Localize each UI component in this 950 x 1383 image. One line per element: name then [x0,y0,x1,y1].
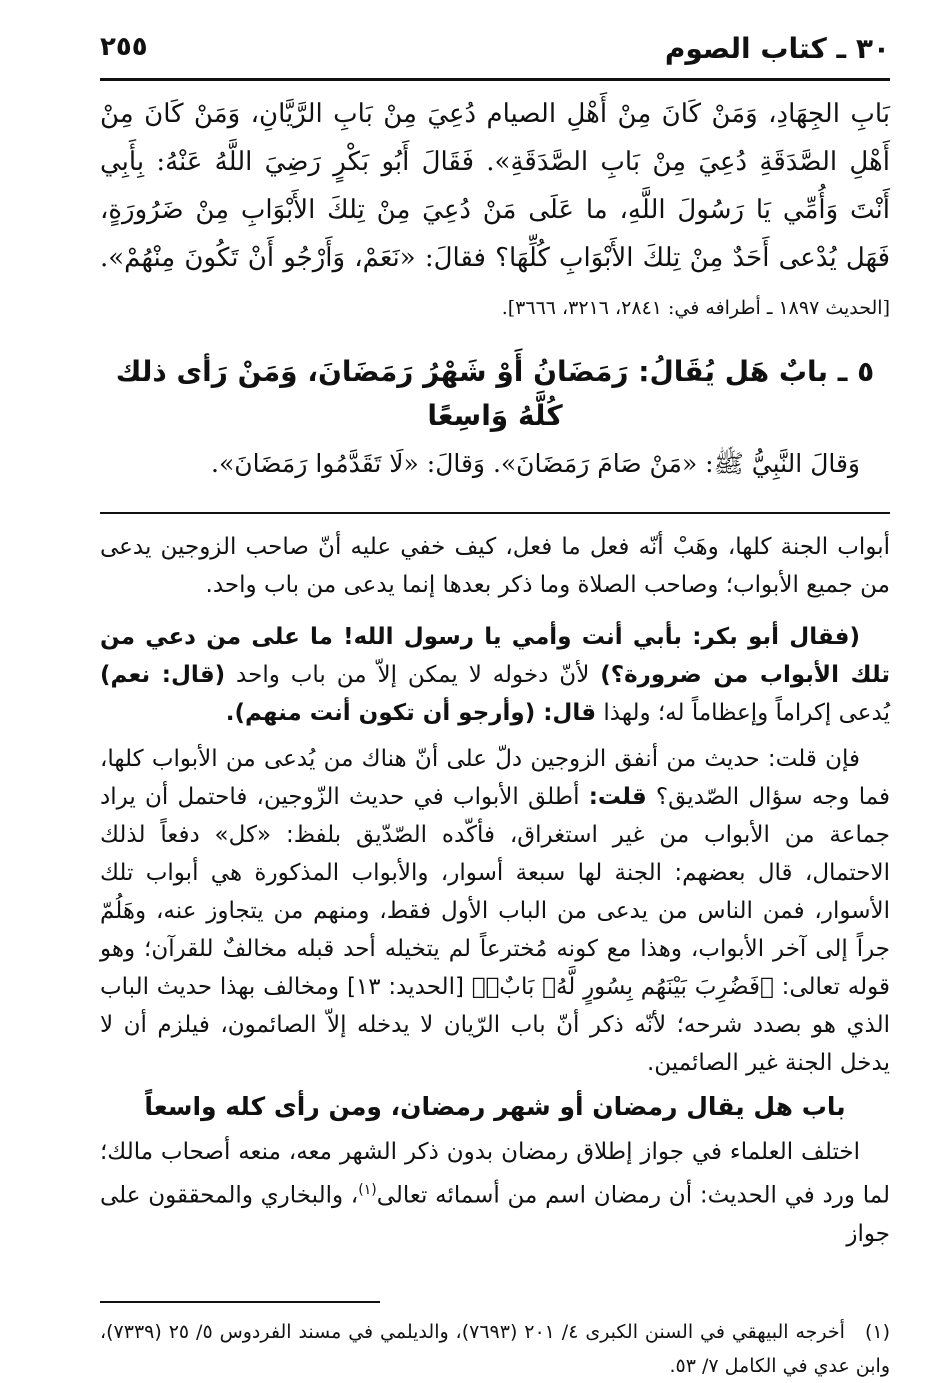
quoted-text-arju: قال: (وأرجو أن تكون أنت منهم). [225,700,597,726]
commentary-paragraph-4 [100,1133,890,1253]
commentary-divider [100,512,890,514]
footnote-marker: (١) [864,1320,890,1343]
footnote-text: أخرجه البيهقي في السنن الكبرى ٤/ ٢٠١ (٧٦٩٣)، والديلمي في مسند الفردوس ٥/ ٢٥ (٧٣٣٩)، وابن عدي في الكامل ٧/ ٥٣. [100,1320,890,1377]
commentary-paragraph-2 [100,618,890,732]
commentary-text: اختلف العلماء في جواز إطلاق رمضان بدون ذكر الشهر معه، منعه أصحاب مالك؛ لما ورد في الحديث: أن رمضان اسم من أسمائه تعالى [100,1139,891,1209]
running-chapter-title: ٣٠ ـ كتاب الصوم [664,32,890,65]
commentary-paragraph-3 [100,740,890,1082]
page-header [100,30,890,81]
hadith-text [100,90,890,332]
quoted-text-qala-naam: (قال: نعم) [100,662,226,688]
commentary-text: أطلق الأبواب في حديث الزّوجين، فاحتمل أن يراد جماعة من الأبواب من غير استغراق، فأكّده الصّدّيق بلفظ: «كل» دفعاً لذلك الاحتمال، قال بعضهم: الجنة لها سبعة أسوار، والأبواب المذكورة هي أبواب تلك الأسوار، فمن الناس من يدعى من الباب الأول فقط، ومنهم من يتجاوز عنه، وهَلُمّ جراً إلى آخر الأبواب، وهذا مع كونه مُخترعاً لم يتخيله أحد قبله مخالفٌ للقرآن؛ وهو قوله تعالى: ﴿فَضُرِبَ بَيْنَهُم بِسُورٍ لَّهُۥ بَابٌۢ﴾ [الحديد: ١٣] ومخالف بهذا حديث الباب الذي هو بصدد شرحه؛ لأنّه ذكر أنّ باب الرّيان لا يدخله إلاّ الصائمون، فيلزم أن لا يدخل الجنة غير الصائمين. [100,784,890,1076]
page-number: ٢٥٥ [100,32,148,62]
commentary-subheading: باب هل يقال رمضان أو شهر رمضان، ومن رأى كله واسعاً [144,1092,846,1121]
chapter-quote: وَقالَ النَّبِيُّ ﷺ: «مَنْ صَامَ رَمَضَانَ». وَقالَ: «لَا تَقَدَّمُوا رَمَضَانَ». [211,449,860,478]
commentary-paragraph-1: أبواب الجنة كلها، وهَبْ أنّه فعل ما فعل، كيف خفي عليه أنّ صاحب الزوجين يدعى من جميع الأبواب؛ وصاحب الصلاة وما ذكر بعدها إنما يدعى من باب واحد. [100,534,890,598]
commentary-text: ، والبخاري والمحققون على جواز [100,1182,890,1247]
hadith-body: بَابِ الجِهَادِ، وَمَنْ كَانَ مِنْ أَهْلِ الصيام دُعِيَ مِنْ بَابِ الرَّيَّانِ، وَمَنْ كَانَ مِنْ أَهْلِ الصَّدَقَةِ دُعِيَ مِنْ بَابِ الصَّدَقَةِ». فَقَالَ أَبُو بَكْرٍ رَضِيَ اللَّهُ عَنْهُ: بِأَبِي أَنْتَ وَأُمِّي يَا رَسُولَ اللَّهِ، ما عَلَى مَنْ دُعِيَ مِنْ تِلكَ الأَبْوَابِ مِنْ ضَرُورَةٍ، فَهَل يُدْعى أَحَدٌ مِنْ تِلكَ الأَبْوَابِ كُلِّهَا؟ فقالَ: «نَعَمْ، وَأَرْجُو أَنْ تَكُونَ مِنْهُمْ». [100,99,890,273]
footnote-reference[interactable]: (١) [358,1182,377,1198]
page-content [100,90,890,1383]
commentary-text: يُدعى إكراماً وإعظاماً له؛ ولهذا [596,700,890,726]
quoted-text-abu-bakr: (فقال أبو بكر: بأبي أنت وأمي يا رسول الله! ما على من دعي من تلك الأبواب من ضرورة؟) [100,624,890,688]
hadith-reference: [الحديث ١٨٩٧ ـ أطرافه في: ٢٨٤١، ٣٢١٦، ٣٦٦٦]. [501,297,890,319]
commentary-text: فإن قلت: حديث من أنفق الزوجين دلّ على أنّ هناك من يُدعى من الأبواب كلها، فما وجه سؤال الصّديق؟ [100,746,890,810]
qultu-label: قلت: [588,784,647,810]
footnote [100,1315,890,1383]
commentary-text: لأنّ دخوله لا يمكن إلاّ من باب واحد [225,662,601,688]
footnote-divider [100,1301,380,1303]
chapter-heading: ٥ ـ بابٌ هَل يُقَالُ: رَمَضَانُ أَوْ شَهْرُ رَمَضَانَ، وَمَنْ رَأى ذلك كُلَّهُ وَاسِعًا [115,355,875,432]
